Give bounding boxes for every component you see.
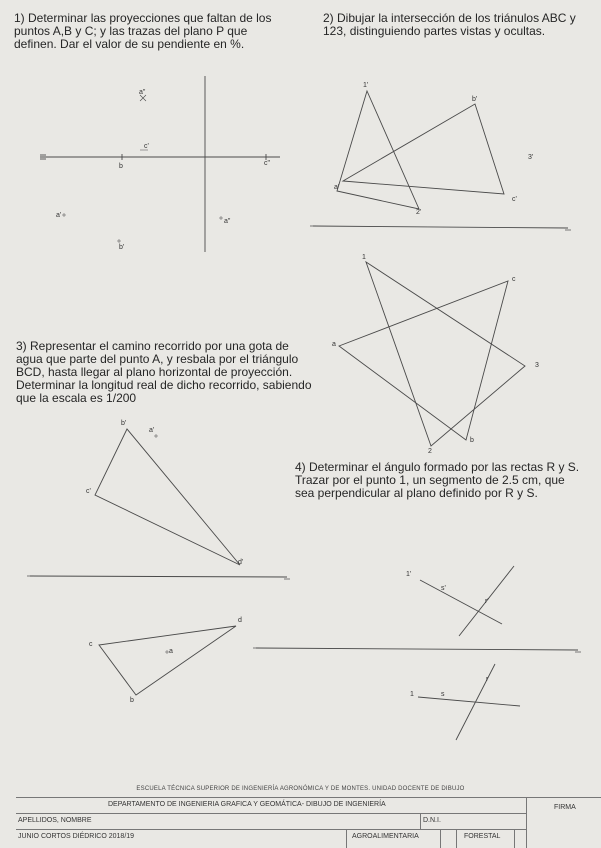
label-p4-1p: 1' bbox=[406, 571, 412, 578]
problem-2-plan bbox=[339, 262, 525, 446]
label-p2-a: a bbox=[332, 341, 336, 348]
label-p2-cp: c' bbox=[512, 196, 517, 203]
label-p4-s: s bbox=[441, 691, 445, 698]
label-p3-b: b bbox=[130, 697, 134, 704]
department-label: DEPARTAMENTO DE INGENIERIA GRAFICA Y GEOMÁTICA- DIBUJO DE INGENIERÍA bbox=[108, 801, 386, 808]
problem-3-plan bbox=[99, 626, 236, 695]
dni-label: D.N.I. bbox=[423, 817, 441, 824]
label-p3-cp: c' bbox=[86, 488, 91, 495]
label-p1-b: b bbox=[119, 163, 123, 170]
label-p4-1: 1 bbox=[410, 691, 414, 698]
label-p1-c1: c' bbox=[144, 143, 149, 150]
problem-4-drawing bbox=[253, 566, 581, 740]
agroalimentaria-option: AGROALIMENTARIA bbox=[352, 833, 419, 840]
label-p3-d: d bbox=[238, 617, 242, 624]
signature-label: FIRMA bbox=[554, 804, 576, 811]
question-3: 3) Representar el camino recorrido por una gota de agua que parte del punto A, y resbala por el triángulo BCD, hasta llegar al plano horizontal de proyección. Determinar la longitud real de dicho recorrido, sabiendo que la escala es 1/200 bbox=[16, 339, 312, 405]
label-p1-a2: a" bbox=[139, 89, 146, 96]
label-p1-c2: c" bbox=[264, 160, 270, 167]
label-p1-a2-low: a" bbox=[224, 218, 231, 225]
label-p2-2p: 2' bbox=[416, 209, 422, 216]
question-4: 4) Determinar el ángulo formado por las rectas R y S. Trazar por el punto 1, un segmento de 2.5 cm, que sea perpendicular al plano definido por R y S. bbox=[295, 460, 580, 500]
label-p3-ap: a' bbox=[149, 427, 155, 434]
label-p2-2: 2 bbox=[428, 448, 432, 455]
label-p2-ap: a' bbox=[334, 184, 340, 191]
footer-table bbox=[16, 797, 601, 848]
label-p2-bp: b' bbox=[472, 96, 478, 103]
label-p2-3p: 3' bbox=[528, 154, 534, 161]
question-1: 1) Determinar las proyecciones que faltan de los puntos A,B y C; y las trazas del plano P que definen. Dar el valor de su pendiente en %. bbox=[14, 11, 272, 51]
label-p3-bp: b' bbox=[121, 420, 127, 427]
problem-1-drawing bbox=[40, 76, 280, 252]
label-p2-b: b bbox=[470, 437, 474, 444]
name-label: APELLIDOS, NOMBRE bbox=[18, 817, 92, 824]
label-p3-a: a bbox=[169, 648, 173, 655]
forestal-option: FORESTAL bbox=[464, 833, 501, 840]
label-p2-c: c bbox=[512, 276, 516, 283]
label-p2-1: 1 bbox=[362, 254, 366, 261]
label-p4-rp: r' bbox=[485, 598, 489, 605]
label-p1-b1: b' bbox=[119, 244, 125, 251]
label-p1-a1: a' bbox=[56, 212, 62, 219]
question-2: 2) Dibujar la intersección de los triánulos ABC y 123, distinguiendo partes vistas y ocultas. bbox=[323, 11, 576, 38]
label-p2-3: 3 bbox=[535, 362, 539, 369]
label-p4-sp: s' bbox=[441, 585, 446, 592]
label-p3-dp: d' bbox=[238, 559, 244, 566]
exam-label: JUNIO CORTOS DIÉDRICO 2018/19 bbox=[18, 833, 135, 840]
problem-3-elevation bbox=[27, 429, 290, 579]
school-header: ESCUELA TÉCNICA SUPERIOR DE INGENIERÍA AGRONÓMICA Y DE MONTES. UNIDAD DOCENTE DE DIBUJO bbox=[136, 786, 465, 792]
label-p2-1p: 1' bbox=[363, 82, 369, 89]
label-p3-c: c bbox=[89, 641, 93, 648]
label-p4-r: r bbox=[486, 676, 489, 683]
